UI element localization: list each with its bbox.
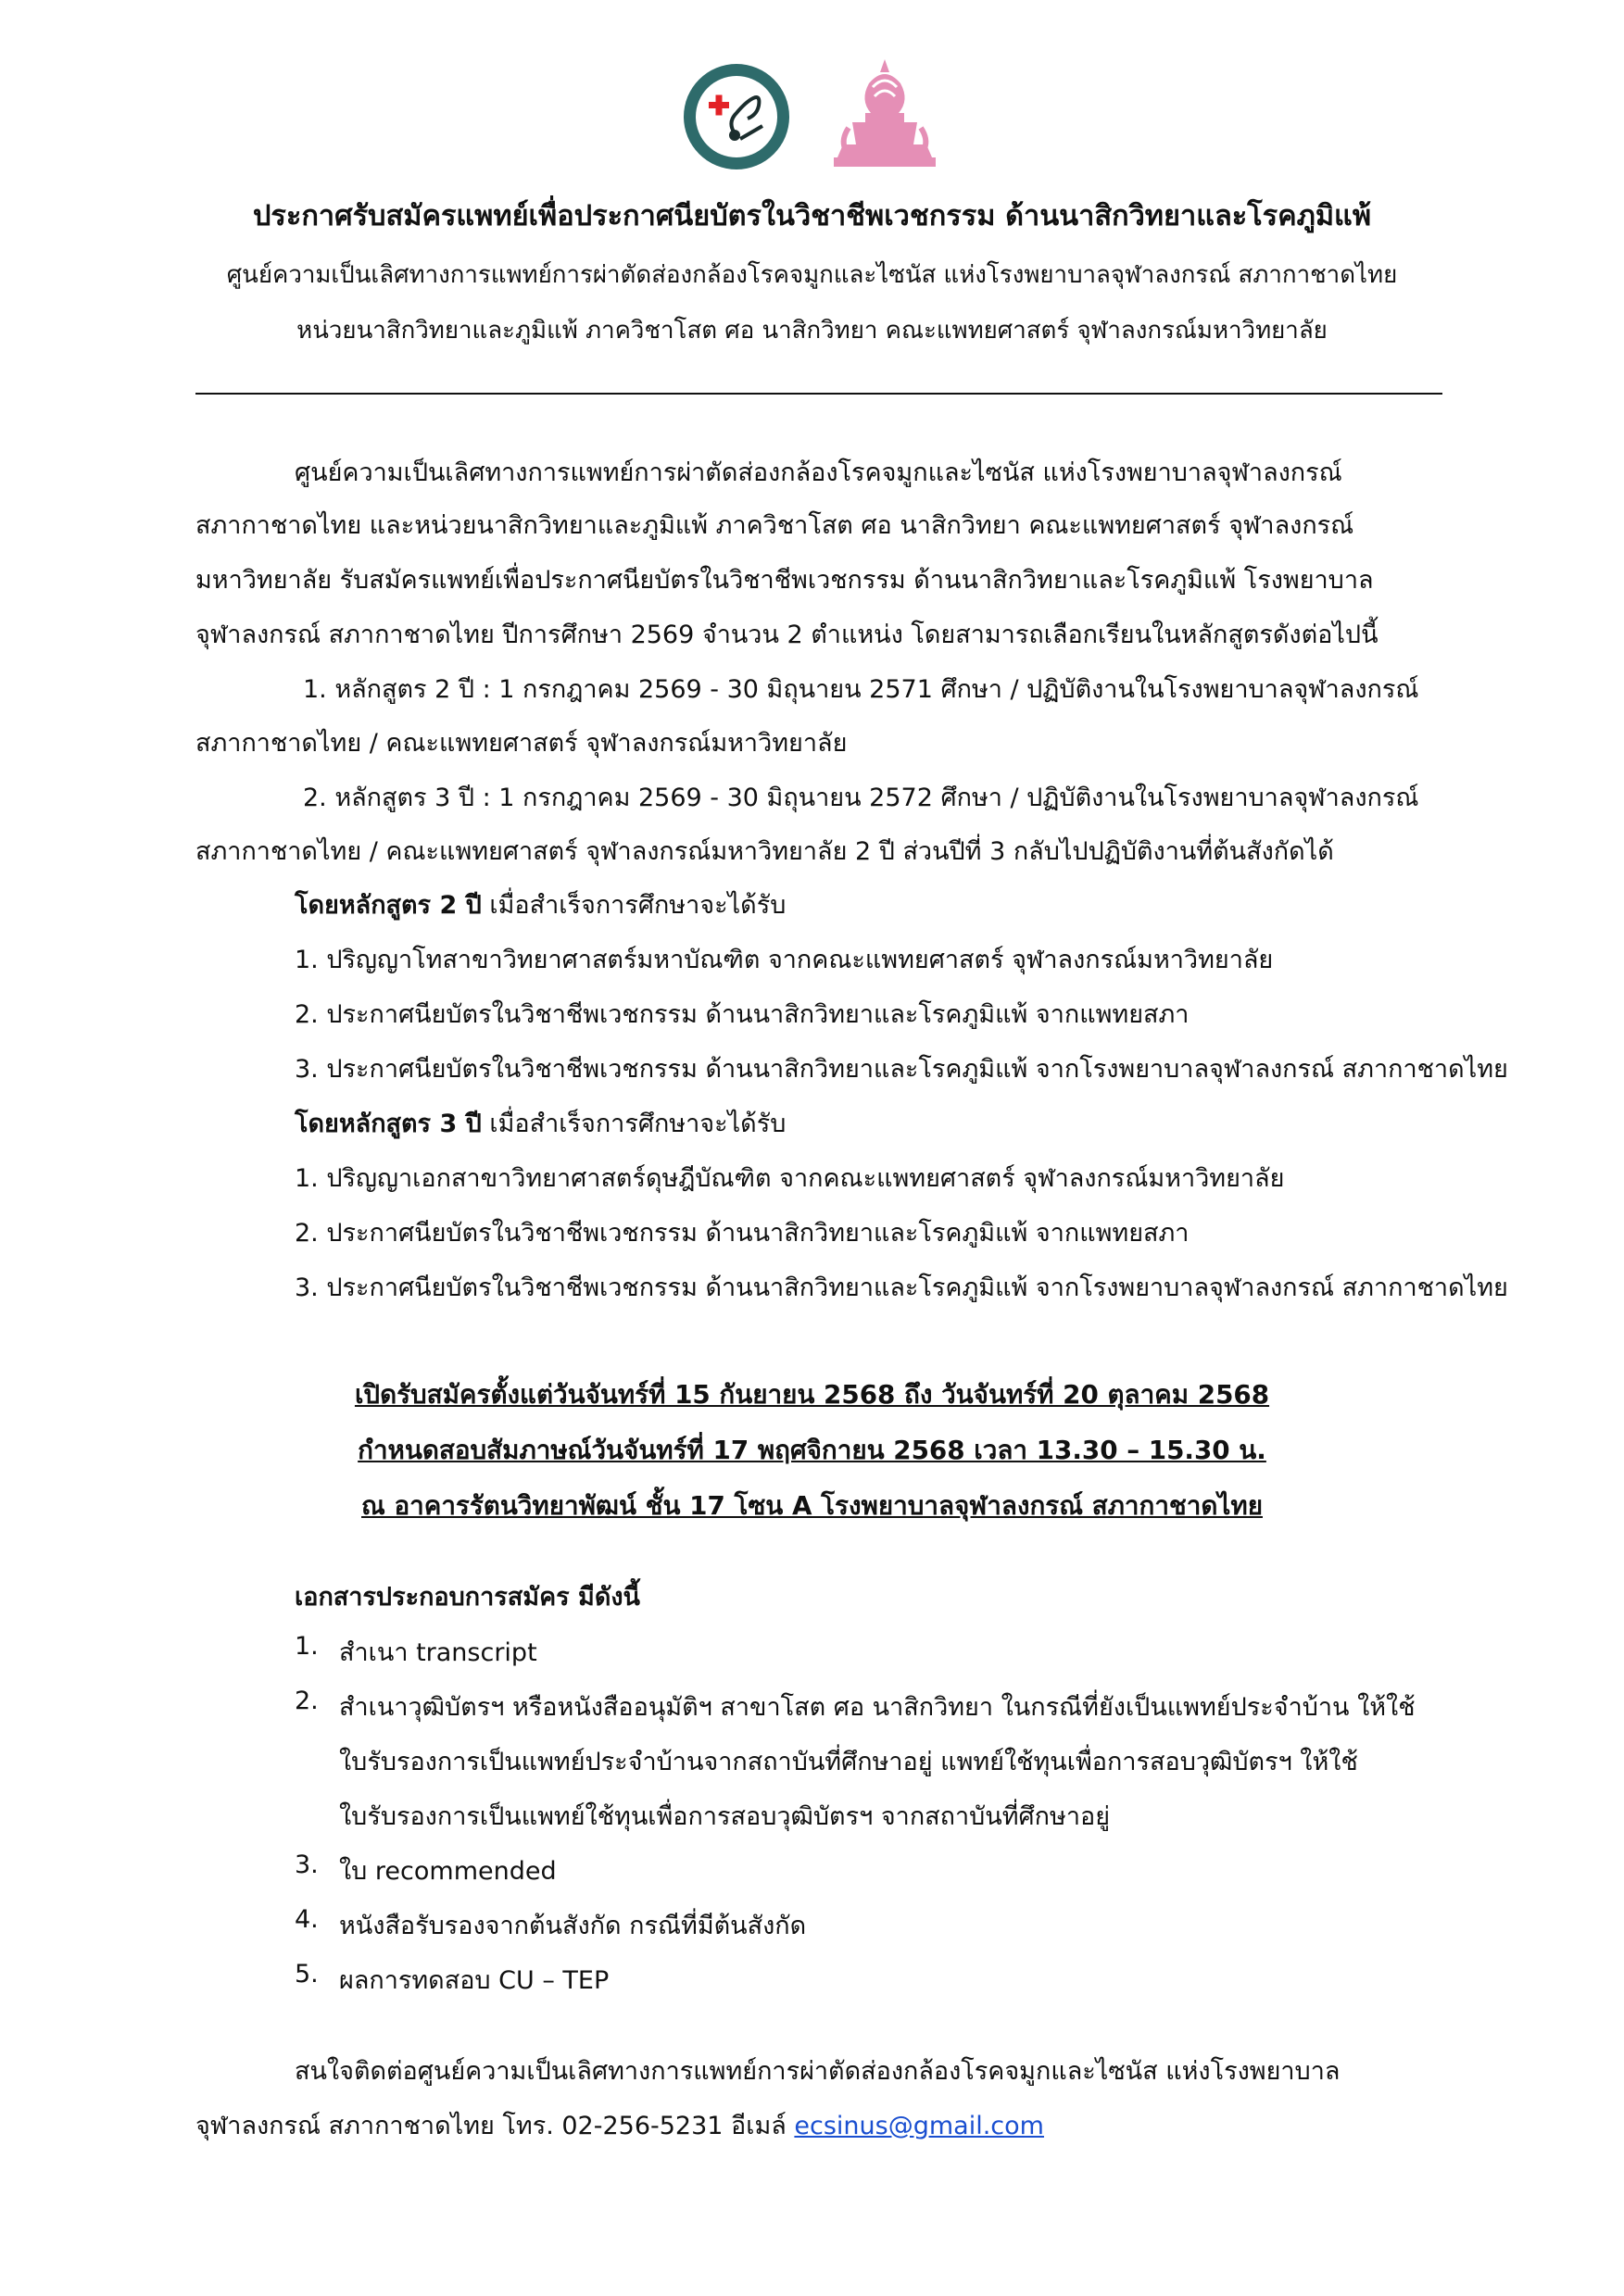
program-1-line-1: 1. หลักสูตร 2 ปี : 1 กรกฎาคม 2569 - 30 มิถุนายน 2571 ศึกษา / ปฏิบัติงานในโรงพยาบาลจุฬาลงกรณ์ <box>303 675 1419 704</box>
doc-item: ใบ recommended <box>339 1857 557 1886</box>
subtitle-unit: หน่วยนาสิกวิทยาและภูมิแพ้ ภาควิชาโสต ศอ นาสิกวิทยา คณะแพทยศาสตร์ จุฬาลงกรณ์มหาวิทยาลัย <box>296 317 1328 345</box>
doc-item: สำเนาวุฒิบัตรฯ หรือหนังสืออนุมัติฯ สาขาโสต ศอ นาสิกวิทยา ในกรณีที่ยังเป็นแพทย์ประจำบ้าน ให้ใช้ <box>339 1693 1416 1722</box>
intro-line-2: สภากาชาดไทย และหน่วยนาสิกวิทยาและภูมิแพ้ ภาควิชาโสต ศอ นาสิกวิทยา คณะแพทยศาสตร์ จุฬาลงกรณ์ <box>195 511 1354 540</box>
doc-number: 3. <box>295 1851 319 1879</box>
two-year-item: 3. ประกาศนียบัตรในวิชาชีพเวชกรรม ด้านนาสิกวิทยาและโรคภูมิแพ้ จากโรงพยาบาลจุฬาลงกรณ์ สภากาชาดไทย <box>295 1055 1508 1084</box>
three-year-item: 1. ปริญญาเอกสาขาวิทยาศาสตร์ดุษฎีบัณฑิต จากคณะแพทยศาสตร์ จุฬาลงกรณ์มหาวิทยาลัย <box>295 1164 1285 1193</box>
interview-location: ณ อาคารรัตนวิทยาพัฒน์ ชั้น 17 โซน A โรงพยาบาลจุฬาลงกรณ์ สภากาชาดไทย <box>361 1490 1263 1521</box>
contact-phone: จุฬาลงกรณ์ สภากาชาดไทย โทร. 02-256-5231 อีเมล์ <box>195 2112 795 2140</box>
divider <box>195 393 1442 395</box>
intro-line-3: มหาวิทยาลัย รับสมัครแพทย์เพื่อประกาศนียบัตรในวิชาชีพเวชกรรม ด้านนาสิกวิทยาและโรคภูมิแพ้ โรงพยาบาล <box>195 566 1374 595</box>
doc-number: 5. <box>295 1960 319 1989</box>
doc-item: สำเนา transcript <box>339 1638 537 1667</box>
doc-item-continued: ใบรับรองการเป็นแพทย์ใช้ทุนเพื่อการสอบวุฒิบัตรฯ จากสถาบันที่ศึกษาอยู่ <box>339 1802 1111 1831</box>
ecs-sinus-center-logo <box>681 61 792 172</box>
two-year-heading-rest: เมื่อสำเร็จการศึกษาจะได้รับ <box>481 891 787 920</box>
page-title: ประกาศรับสมัครแพทย์เพื่อประกาศนียบัตรในวิชาชีพเวชกรรม ด้านนาสิกวิทยาและโรคภูมิแพ้ <box>252 200 1372 232</box>
two-year-heading <box>295 885 786 924</box>
program-1-line-2: สภากาชาดไทย / คณะแพทยศาสตร์ จุฬาลงกรณ์มหาวิทยาลัย <box>195 729 848 758</box>
doc-number: 1. <box>295 1632 319 1661</box>
header-logos <box>681 61 950 172</box>
three-year-heading-rest: เมื่อสำเร็จการศึกษาจะได้รับ <box>481 1110 787 1138</box>
subtitle-center: ศูนย์ความเป็นเลิศทางการแพทย์การผ่าตัดส่องกล้องโรคจมูกและไซนัส แห่งโรงพยาบาลจุฬาลงกรณ์ สภากาชาดไทย <box>226 261 1398 289</box>
chulalongkorn-crest-logo <box>825 56 945 176</box>
email-link[interactable]: ecsinus@gmail.com <box>794 2112 1044 2140</box>
doc-item: ผลการทดสอบ CU – TEP <box>339 1966 610 1995</box>
three-year-item: 2. ประกาศนียบัตรในวิชาชีพเวชกรรม ด้านนาสิกวิทยาและโรคภูมิแพ้ จากแพทยสภา <box>295 1219 1190 1248</box>
doc-number: 4. <box>295 1905 319 1934</box>
program-2-line-1: 2. หลักสูตร 3 ปี : 1 กรกฎาคม 2569 - 30 มิถุนายน 2572 ศึกษา / ปฏิบัติงานในโรงพยาบาลจุฬาลงกรณ์ <box>303 784 1419 812</box>
two-year-item: 2. ประกาศนียบัตรในวิชาชีพเวชกรรม ด้านนาสิกวิทยาและโรคภูมิแพ้ จากแพทยสภา <box>295 1000 1190 1029</box>
intro-line-4: จุฬาลงกรณ์ สภากาชาดไทย ปีการศึกษา 2569 จำนวน 2 ตำแหน่ง โดยสามารถเลือกเรียนในหลักสูตรดังต่อไปนี้ <box>195 621 1379 649</box>
three-year-heading <box>295 1103 786 1143</box>
doc-number: 2. <box>295 1687 319 1715</box>
application-period: เปิดรับสมัครตั้งแต่วันจันทร์ที่ 15 กันยายน 2568 ถึง วันจันทร์ที่ 20 ตุลาคม 2568 <box>354 1379 1270 1410</box>
interview-date: กำหนดสอบสัมภาษณ์วันจันทร์ที่ 17 พฤศจิกายน 2568 เวลา 13.30 – 15.30 น. <box>358 1435 1266 1465</box>
three-year-item: 3. ประกาศนียบัตรในวิชาชีพเวชกรรม ด้านนาสิกวิทยาและโรคภูมิแพ้ จากโรงพยาบาลจุฬาลงกรณ์ สภากาชาดไทย <box>295 1273 1508 1302</box>
three-year-heading-bold: โดยหลักสูตร 3 ปี <box>295 1110 482 1138</box>
two-year-item: 1. ปริญญาโทสาขาวิทยาศาสตร์มหาบัณฑิต จากคณะแพทยศาสตร์ จุฬาลงกรณ์มหาวิทยาลัย <box>295 946 1274 974</box>
documents-heading: เอกสารประกอบการสมัคร มีดังนี้ <box>295 1583 641 1612</box>
program-2-line-2: สภากาชาดไทย / คณะแพทยศาสตร์ จุฬาลงกรณ์มหาวิทยาลัย 2 ปี ส่วนปีที่ 3 กลับไปปฏิบัติงานที่ต้นสังกัดได้ <box>195 837 1334 866</box>
intro-line-1: ศูนย์ความเป็นเลิศทางการแพทย์การผ่าตัดส่องกล้องโรคจมูกและไซนัส แห่งโรงพยาบาลจุฬาลงกรณ์ <box>295 458 1342 487</box>
contact-line-2 <box>195 2105 1044 2145</box>
doc-item: หนังสือรับรองจากต้นสังกัด กรณีที่มีต้นสังกัด <box>339 1912 807 1940</box>
contact-line-1: สนใจติดต่อศูนย์ความเป็นเลิศทางการแพทย์การผ่าตัดส่องกล้องโรคจมูกและไซนัส แห่งโรงพยาบาล <box>295 2057 1341 2086</box>
two-year-heading-bold: โดยหลักสูตร 2 ปี <box>295 891 482 920</box>
doc-item-continued: ใบรับรองการเป็นแพทย์ประจำบ้านจากสถาบันที่ศึกษาอยู่ แพทย์ใช้ทุนเพื่อการสอบวุฒิบัตรฯ ให้ใช้ <box>339 1748 1358 1776</box>
